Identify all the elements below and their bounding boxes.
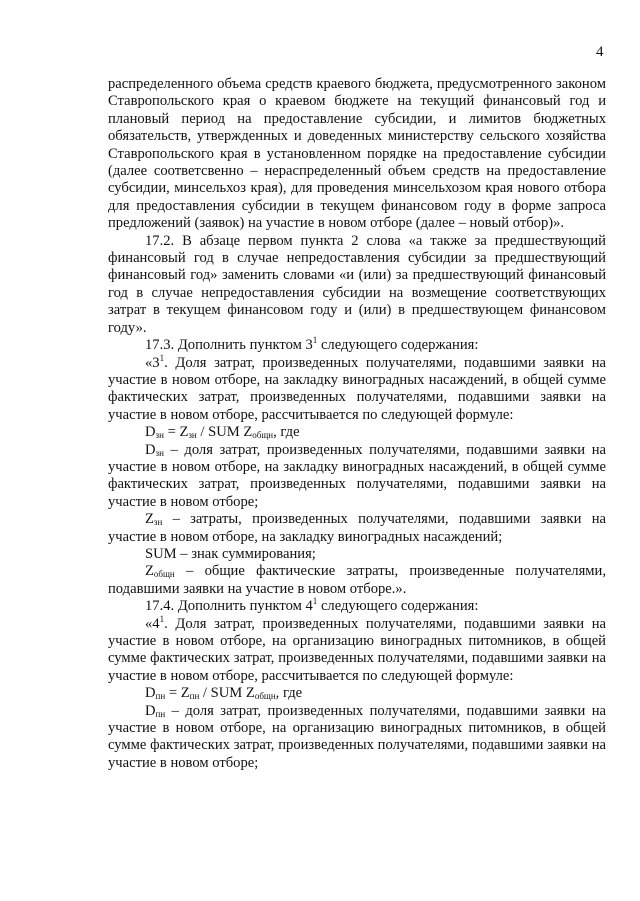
p11-text: – доля затрат, произведенных получателями, подавшими заявки на участие в новом отборе, на организацию виноградных питомников, в общей сумме фактических затрат, произведенных получателями, подавшими заявки на участие в новом отборе;	[108, 702, 606, 771]
formula-dpn	[108, 685, 606, 702]
f2-z-sub: пн	[189, 691, 200, 702]
p6-z: Z	[145, 511, 154, 528]
f2-eq: = Z	[165, 685, 190, 702]
paragraph-continuation: распределенного объема средств краевого бюджета, предусмотренного законом Ставропольского края о краевом бюджете на текущий финансовый год и плановый период на предоставление субсидии, и лимитов бюджетных обязательств, утвержденных и доведенных министерству сельского хозяйства Ставропольского края в установленном порядке на предоставление субсидии (далее соответсвенно – нераспределенный объем средств на предоставление субсидии, минсельхоз края), для проведения минсельхозом края нового отбора для предоставления субсидии в текущем финансовом году в форме запроса предложений (заявок) на участие в новом отборе (далее – новый отбор)».	[108, 76, 606, 232]
paragraph-17-2: 17.2. В абзаце первом пункта 2 слова «а также за предшествующий финансовый год в случае непредоставления субсидии за предшествующий финансовый год» заменить словами «и (или) за предшествующий финансовый год в случае непредоставления субсидии на возмещение соответствующих затрат в текущем финансовом году и (или) в предшествующем финансовом году».	[108, 232, 606, 336]
p6-text: – затраты, произведенных получателями, подавшими заявки на участие в новом отборе, на закладку виноградных насаждений;	[108, 511, 606, 545]
p4-pre: «3	[145, 354, 160, 371]
p8-z: Z	[145, 563, 154, 580]
paragraph-zobshn-def	[108, 563, 606, 598]
f1-d: D	[145, 424, 156, 441]
f1-end: , где	[273, 424, 300, 441]
page-number: 4	[596, 44, 604, 60]
paragraph-sum-def: SUM – знак суммирования;	[145, 545, 316, 562]
p4-post: . Доля затрат, произведенных получателями, подавшими заявки на участие в новом отборе, на закладку виноградных насаждений, в общей сумме фактических затрат, произведенных получателями, подавшими заявки на участие в новом отборе, рассчитывается по следующей формуле:	[108, 354, 606, 423]
p9-sup: 1	[312, 596, 318, 607]
f2-d: D	[145, 685, 156, 702]
f1-d-sub: зн	[155, 430, 164, 441]
f1-z-sub: зн	[188, 430, 197, 441]
p10-post: . Доля затрат, произведенных получателями, подавшими заявки на участие в новом отборе, на организацию виноградных питомников, в общей сумме фактических затрат, произведенных получателями, подавшими заявки на участие в новом отборе, рассчитывается по следующей формуле:	[108, 615, 606, 684]
paragraph-dpn-def	[108, 703, 606, 773]
p5-d: D	[145, 441, 156, 458]
p10-pre: «4	[145, 615, 160, 632]
paragraph-17-3	[108, 337, 606, 354]
document-body	[108, 76, 606, 772]
paragraph-dzn-def	[108, 442, 606, 512]
f2-sum: / SUM Z	[199, 685, 255, 702]
f1-sum: / SUM Z	[196, 424, 253, 441]
p3-pre: 17.3. Дополнить пунктом 3	[145, 337, 313, 354]
paragraph-17-4	[108, 598, 606, 615]
f1-eq: = Z	[163, 424, 189, 441]
p9-post: следующего содержания:	[317, 598, 479, 615]
p3-post: следующего содержания:	[317, 337, 479, 354]
p10-sup: 1	[159, 613, 165, 624]
paragraph-4-1	[108, 613, 606, 686]
f2-end: , где	[275, 685, 303, 702]
p6-z-sub: зн	[153, 517, 163, 528]
paragraph-zzn-def	[108, 511, 606, 546]
p8-text: – общие фактические затраты, произведенные получателями, подавшими заявки на участие в новом отборе.».	[108, 563, 606, 597]
p8-z-sub: общн	[153, 569, 175, 580]
paragraph-3-1	[108, 352, 606, 425]
p4-sup: 1	[159, 352, 165, 363]
p5-text: – доля затрат, произведенных получателями, подавшими заявки на участие в новом отборе, на закладку виноградных насаждений, в общей сумме фактических затрат, произведенных получателями, подавшими заявки на участие в новом отборе;	[108, 441, 606, 510]
p11-d: D	[145, 702, 156, 719]
f1-sum-sub: общн	[252, 430, 274, 441]
p11-d-sub: пн	[155, 708, 166, 719]
p3-sup: 1	[312, 335, 318, 346]
formula-dzn	[108, 424, 606, 441]
f2-sum-sub: общн	[254, 691, 276, 702]
f2-d-sub: пн	[155, 691, 166, 702]
p5-d-sub: зн	[155, 447, 164, 458]
p9-pre: 17.4. Дополнить пунктом 4	[145, 598, 313, 615]
